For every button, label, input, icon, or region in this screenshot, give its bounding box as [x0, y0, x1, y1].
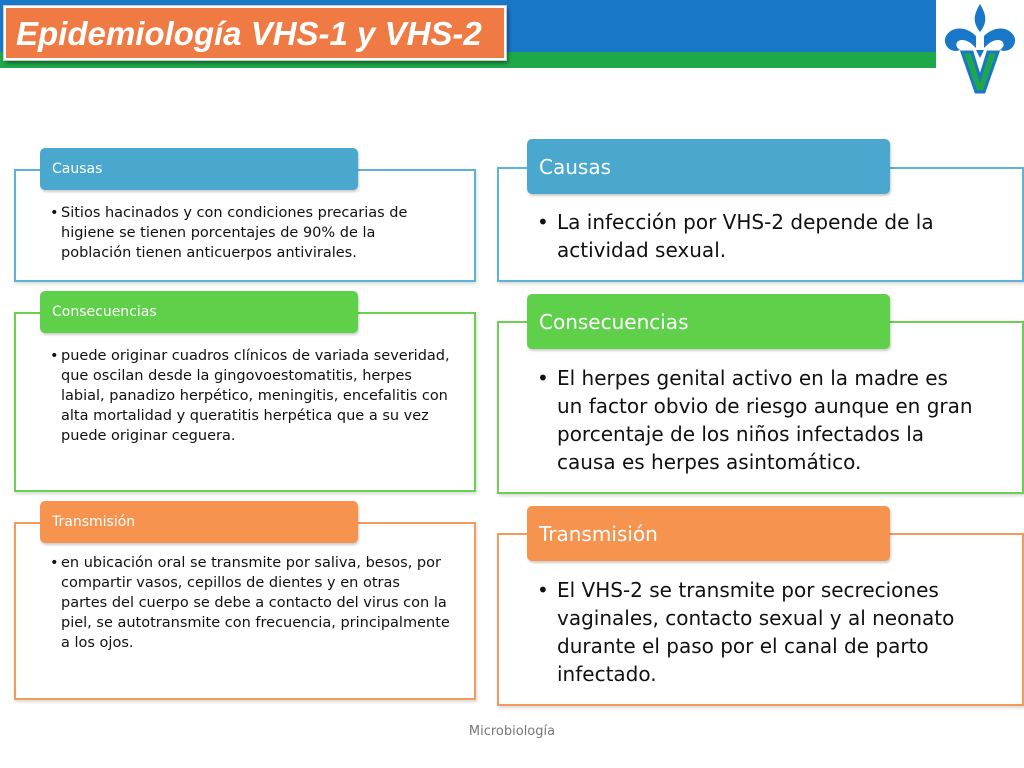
left-transmision-heading: Transmisión — [40, 501, 358, 543]
left-consecuencias-text: puede originar cuadros clínicos de variada severidad, que oscilan desde la gingovoestomatitis, herpes labial, panadizo herpético, meningitis, encefalitis con alta mortalidad y queratitis herpética que a su vez puede originar ceguera. — [61, 348, 450, 444]
left-transmision-bullet — [50, 553, 450, 653]
university-logo-icon — [936, 0, 1024, 100]
right-causas-heading: Causas — [527, 139, 890, 194]
bullet-dot: • — [537, 578, 549, 602]
title-box — [4, 6, 506, 60]
bullet-dot: • — [50, 205, 59, 221]
right-consecuencias-text: El herpes genital activo en la madre es un factor obvio de riesgo aunque en gran porcentaje de los niños infectados la causa es herpes asintomático. — [557, 366, 973, 474]
left-causas-bullet — [50, 203, 450, 263]
bullet-dot: • — [50, 348, 59, 364]
left-transmision-text: en ubicación oral se transmite por saliva, besos, por compartir vasos, cepillos de dientes y en otras partes del cuerpo se debe a contacto del virus con la piel, se autotransmite con frecuencia, principalmente a los ojos. — [61, 555, 450, 651]
right-causas-text: La infección por VHS-2 depende de la actividad sexual. — [557, 210, 934, 262]
right-transmision-text: El VHS-2 se transmite por secreciones vaginales, contacto sexual y al neonato durante el paso por el canal de parto infectado. — [557, 578, 955, 686]
right-transmision-bullet — [537, 576, 977, 688]
left-consecuencias-heading: Consecuencias — [40, 291, 358, 333]
right-causas-bullet — [537, 208, 977, 264]
left-causas-heading: Causas — [40, 148, 358, 190]
logo-container — [936, 0, 1024, 100]
footer-text: Microbiología — [468, 724, 556, 739]
right-consecuencias-bullet — [537, 364, 977, 476]
left-causas-text: Sitios hacinados y con condiciones precarias de higiene se tienen porcentajes de 90% de la población tienen anticuerpos antivirales. — [61, 205, 408, 261]
right-consecuencias-heading: Consecuencias — [527, 294, 890, 349]
left-consecuencias-bullet — [50, 346, 450, 446]
page-title: Epidemiología VHS-1 y VHS-2 — [16, 15, 482, 52]
right-transmision-heading: Transmisión — [527, 506, 890, 561]
bullet-dot: • — [537, 366, 549, 390]
bullet-dot: • — [537, 210, 549, 234]
bullet-dot: • — [50, 555, 59, 571]
